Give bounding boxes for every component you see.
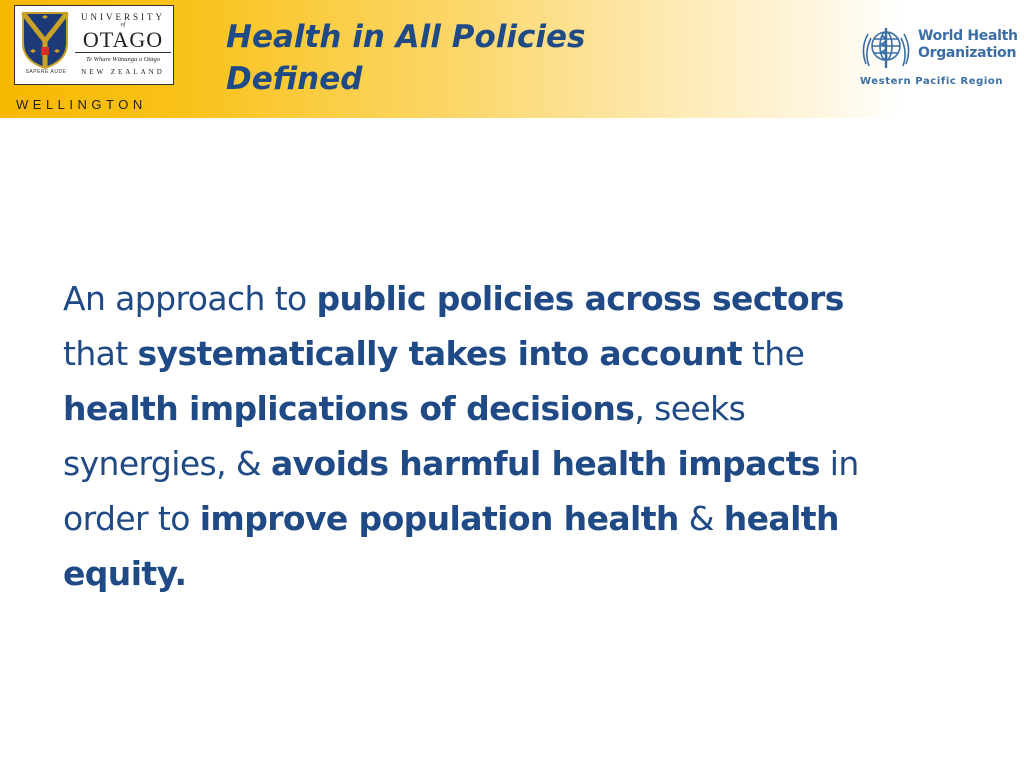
otago-logo-box: [14, 5, 174, 85]
definition-highlight: health equity.: [63, 499, 839, 593]
who-name-line-2: Organization: [918, 45, 1017, 61]
definition-highlight: public policies across sectors: [316, 279, 844, 318]
who-name: [918, 28, 1022, 62]
otago-of-text: of: [120, 22, 126, 28]
definition-highlight: systematically takes into account: [137, 334, 743, 373]
otago-crest-icon: [21, 11, 69, 69]
campus-name: WELLINGTON: [16, 97, 147, 112]
title-line-2: Defined: [226, 61, 363, 97]
who-logo: [858, 24, 1020, 94]
definition-highlight: health implications of decisions: [63, 389, 635, 428]
who-name-line-1: World Health: [918, 28, 1018, 44]
definition-highlight: improve population health: [199, 499, 679, 538]
definition-segment: in order to: [63, 444, 859, 538]
page-title: [226, 16, 646, 100]
otago-country-text: NEW ZEALAND: [81, 68, 165, 76]
definition-text: [63, 271, 963, 601]
otago-name-text: OTAGO: [75, 28, 171, 53]
university-of-otago-logo: [0, 0, 190, 118]
definition-highlight: avoids harmful health impacts: [270, 444, 820, 483]
header-banner: [0, 0, 1024, 118]
title-line-1: Health in All Policies: [226, 19, 586, 55]
crest-motto: SAPERE AUDE: [25, 69, 67, 75]
who-region: Western Pacific Region: [860, 76, 1004, 87]
who-emblem-icon: [858, 24, 914, 72]
definition-segment: the: [742, 334, 805, 373]
definition-segment: An approach to: [63, 279, 317, 318]
otago-university-text: UNIVERSITY: [81, 12, 165, 22]
definition-segment: that: [63, 334, 138, 373]
otago-maori-text: Te Whare Wānanga o Otāgo: [86, 56, 160, 63]
definition-segment: &: [678, 499, 724, 538]
definition-segment: , seeks synergies, &: [63, 389, 746, 483]
